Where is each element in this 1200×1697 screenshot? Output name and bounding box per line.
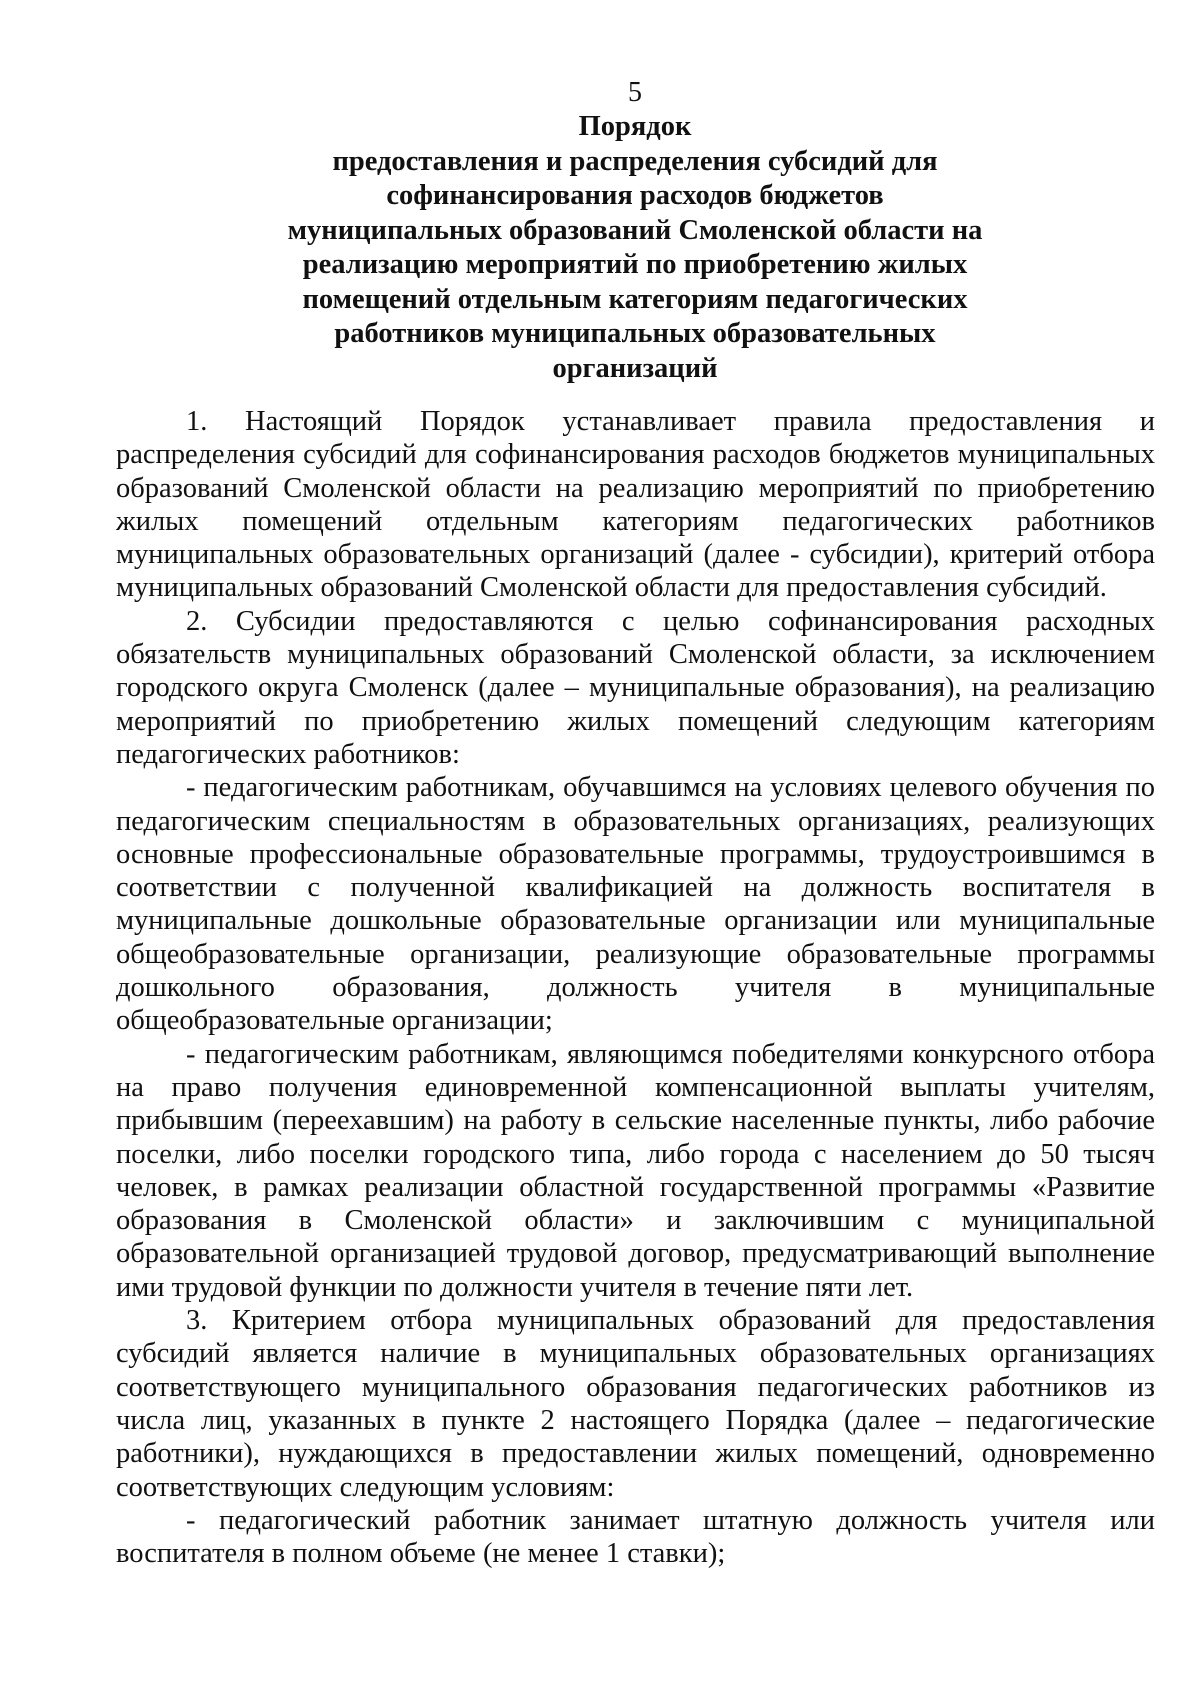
title-line: предоставления и распределения субсидий для <box>332 145 938 177</box>
title-line: работников муниципальных образовательных <box>334 318 936 349</box>
title-line: организаций <box>552 352 718 384</box>
paragraph-2: 2. Субсидии предоставляются с целью софинансирования расходных обязательств муниципальных образований Смоленской области, за исключением городского округа Смоленск (далее – муниципальные образования), на реализацию мероприятий по приобретению жилых помещений следующим категориям педагогических работников: <box>116 605 1155 770</box>
title-line: реализацию мероприятий по приобретению жилых <box>302 249 968 280</box>
paragraph-2-item-1: - педагогическим работникам, обучавшимся на условиях целевого обучения по педагогическим специальностям в образовательных организациях, реализующих основные профессиональные образовательные программы, трудоустроившимся в соответствии с полученной квалификацией на должность воспитателя в муниципальные дошкольные образовательные организации или муниципальные общеобразовательные организации, реализующие образовательные программы дошкольного образования, должность учителя в муниципальные общеобразовательные организации; <box>116 772 1155 1037</box>
title-line: муниципальных образований Смоленской области на <box>287 214 983 246</box>
paragraph-3-item-1: - педагогический работник занимает штатную должность учителя или воспитателя в полном объеме (не менее 1 ставки); <box>116 1504 1155 1570</box>
document-body <box>116 405 1155 1570</box>
page-number: 5 <box>628 77 642 108</box>
title-line: софинансирования расходов бюджетов <box>386 180 884 211</box>
document-title <box>230 110 1040 386</box>
title-line: Порядок <box>578 111 692 142</box>
title-line: помещений отдельным категориям педагогических <box>302 283 968 315</box>
paragraph-1: 1. Настоящий Порядок устанавливает правила предоставления и распределения субсидий для софинансирования расходов бюджетов муниципальных образований Смоленской области на реализацию мероприятий по приобретению жилых помещений отдельным категориям педагогических работников муниципальных образовательных организаций (далее - субсидии), критерий отбора муниципальных образований Смоленской области для предоставления субсидий. <box>116 406 1155 604</box>
paragraph-3: 3. Критерием отбора муниципальных образований для предоставления субсидий является наличие в муниципальных образовательных организациях соответствующего муниципального образования педагогических работников из числа лиц, указанных в пункте 2 настоящего Порядка (далее – педагогические работники), нуждающихся в предоставлении жилых помещений, одновременно соответствующих следующим условиям: <box>116 1305 1155 1503</box>
paragraph-2-item-2: - педагогическим работникам, являющимся победителями конкурсного отбора на право получения единовременной компенсационной выплаты учителям, прибывшим (переехавшим) на работу в сельские населенные пункты, либо рабочие поселки, либо поселки городского типа, либо города с населением до 50 тысяч человек, в рамках реализации областной государственной программы «Развитие образования в Смоленской области» и заключившим с муниципальной образовательной организацией трудовой договор, предусматривающий выполнение ими трудовой функции по должности учителя в течение пяти лет. <box>116 1038 1155 1303</box>
